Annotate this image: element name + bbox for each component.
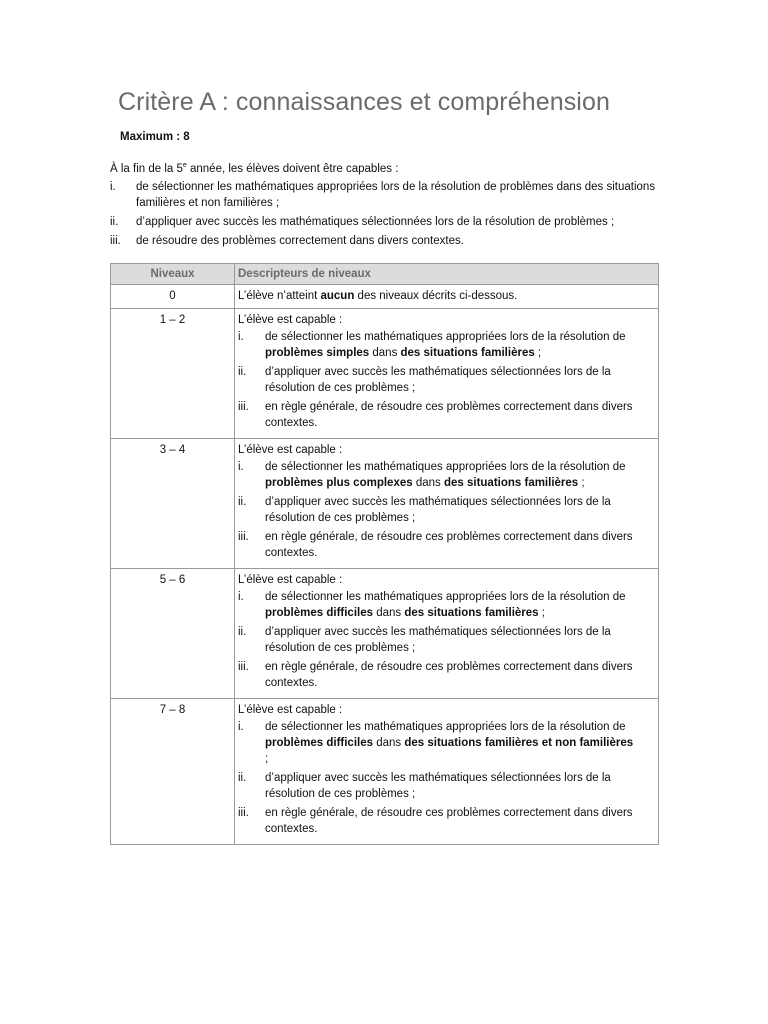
descriptor-item (238, 770, 655, 802)
table-row (111, 285, 659, 309)
item-text-part: ; (534, 347, 542, 359)
item-number: i. (238, 331, 244, 343)
item-text-part: dans (412, 477, 444, 489)
descriptor-cell (235, 439, 659, 569)
objective-text: de résoudre des problèmes correctement dans divers contextes. (136, 235, 464, 247)
maximum-score: Maximum : 8 (120, 131, 190, 143)
descriptor-item (238, 529, 655, 561)
item-text-part: de sélectionner les mathématiques appropriées lors de la résolution de (265, 591, 626, 603)
descriptor-list (238, 459, 655, 561)
item-text: en règle générale, de résoudre ces problèmes correctement dans divers contextes. (265, 401, 633, 429)
item-text: en règle générale, de résoudre ces problèmes correctement dans divers contextes. (265, 531, 633, 559)
rubric-table (110, 263, 659, 845)
objective-number: ii. (110, 216, 119, 228)
item-text-part: ; (578, 477, 585, 489)
descriptor-cell (235, 309, 659, 439)
descriptor-item (238, 364, 655, 396)
item-text-part: de sélectionner les mathématiques appropriées lors de la résolution de (265, 721, 626, 733)
descriptor-list (238, 589, 655, 691)
item-bold-part: des situations familières (443, 477, 579, 489)
item-bold-part: des situations familières (404, 607, 539, 619)
table-row (111, 309, 659, 439)
descriptor-item (238, 659, 655, 691)
descriptor-item (238, 329, 655, 361)
descriptor-item (238, 719, 655, 767)
level-cell: 3 – 4 (111, 439, 235, 569)
item-bold-part: problèmes difficiles (265, 607, 374, 619)
objective-item (110, 214, 670, 230)
level-cell: 5 – 6 (111, 569, 235, 699)
level-cell: 7 – 8 (111, 699, 235, 845)
item-bold-part: problèmes simples (265, 347, 370, 359)
page-title: Critère A : connaissances et compréhension (118, 88, 610, 116)
descriptor-cell (235, 699, 659, 845)
item-text (265, 719, 655, 767)
intro-lead-before: À la fin de la 5 (110, 163, 183, 175)
descriptor-bold: aucun (320, 290, 355, 302)
item-bold-part: des situations familières et non familières (404, 737, 634, 749)
descriptor-intro: L’élève est capable : (238, 574, 343, 586)
descriptor-cell (235, 285, 659, 309)
objective-text: d’appliquer avec succès les mathématiques sélectionnées lors de la résolution de problèmes ; (136, 216, 615, 228)
objective-item (110, 179, 670, 211)
objective-number: i. (110, 181, 116, 193)
descriptor-intro: L’élève est capable : (238, 704, 343, 716)
descriptor-intro: L’élève est capable : (238, 444, 343, 456)
descriptor-item (238, 494, 655, 526)
item-number: iii. (238, 401, 249, 413)
item-bold-part: des situations familières (400, 347, 535, 359)
objectives-list (110, 179, 670, 249)
descriptor-item (238, 624, 655, 656)
intro-lead (110, 161, 670, 177)
descriptor-intro: L’élève est capable : (238, 314, 343, 326)
descriptor-list (238, 329, 655, 431)
item-number: ii. (238, 772, 247, 784)
item-number: ii. (238, 496, 247, 508)
item-text (265, 329, 655, 361)
item-text: d’appliquer avec succès les mathématiques sélectionnées lors de la résolution de ces problèmes ; (265, 772, 611, 800)
item-text-part: ; (538, 607, 545, 619)
item-bold-part: problèmes plus complexes (265, 477, 413, 489)
item-text: en règle générale, de résoudre ces problèmes correctement dans divers contextes. (265, 807, 633, 835)
item-text (265, 589, 655, 621)
item-number: ii. (238, 626, 247, 638)
item-text: d’appliquer avec succès les mathématiques sélectionnées lors de la résolution de ces problèmes ; (265, 496, 611, 524)
table-header-row (111, 264, 659, 285)
item-text-part: de sélectionner les mathématiques appropriées lors de la résolution de (265, 461, 626, 473)
item-text: d’appliquer avec succès les mathématiques sélectionnées lors de la résolution de ces problèmes ; (265, 366, 611, 394)
descriptor-item (238, 399, 655, 431)
intro-lead-superscript: e (182, 162, 187, 170)
level-cell: 0 (111, 285, 235, 309)
item-text-part: dans (369, 347, 401, 359)
header-levels: Niveaux (111, 264, 235, 285)
header-descriptors: Descripteurs de niveaux (235, 264, 659, 285)
item-text: d’appliquer avec succès les mathématiques sélectionnées lors de la résolution de ces problèmes ; (265, 626, 611, 654)
descriptor-list (238, 719, 655, 837)
item-text-part: de sélectionner les mathématiques appropriées lors de la résolution de (265, 331, 626, 343)
item-number: i. (238, 721, 244, 733)
item-text (265, 459, 655, 491)
objective-number: iii. (110, 235, 121, 247)
descriptor-item (238, 459, 655, 491)
item-text: en règle générale, de résoudre ces problèmes correctement dans divers contextes. (265, 661, 633, 689)
level-cell: 1 – 2 (111, 309, 235, 439)
intro-lead-after: année, les élèves doivent être capables : (186, 163, 399, 175)
intro-section (110, 161, 670, 252)
descriptor-text: L’élève n’atteint (238, 290, 321, 302)
table-row (111, 569, 659, 699)
item-text-part: dans (373, 737, 405, 749)
item-number: ii. (238, 366, 247, 378)
item-number: i. (238, 591, 244, 603)
item-number: iii. (238, 531, 249, 543)
descriptor-cell (235, 569, 659, 699)
descriptor-item (238, 589, 655, 621)
item-bold-part: problèmes difficiles (265, 737, 374, 749)
item-number: i. (238, 461, 244, 473)
table-row (111, 699, 659, 845)
item-text-part: dans (373, 607, 405, 619)
item-number: iii. (238, 807, 249, 819)
objective-item (110, 233, 670, 249)
descriptor-text: des niveaux décrits ci-dessous. (354, 290, 518, 302)
item-number: iii. (238, 661, 249, 673)
descriptor-item (238, 805, 655, 837)
item-text-part: ; (265, 753, 269, 765)
table-row (111, 439, 659, 569)
objective-text: de sélectionner les mathématiques appropriées lors de la résolution de problèmes dans des situations familières et non familières ; (136, 181, 656, 209)
